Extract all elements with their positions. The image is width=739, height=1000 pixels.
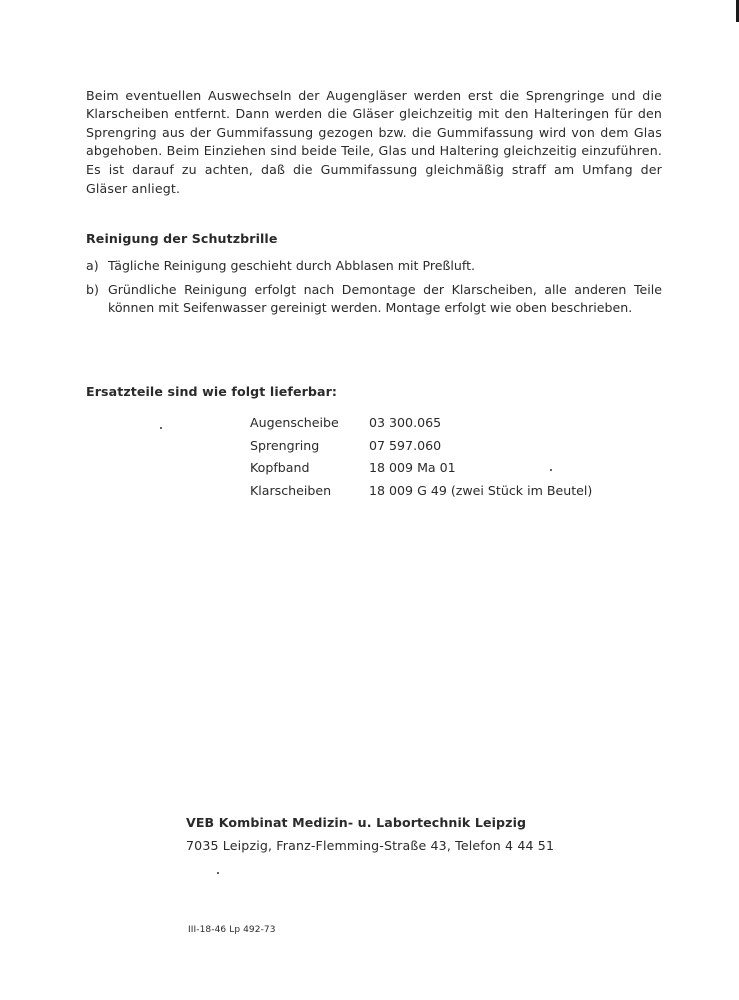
document-number: III-18-46 Lp 492-73 xyxy=(188,925,276,935)
list-item xyxy=(86,281,662,318)
list-marker: a) xyxy=(86,258,99,273)
scan-speck xyxy=(160,427,162,429)
cleaning-list xyxy=(86,257,662,323)
scan-speck xyxy=(217,872,219,874)
list-item-text: Tägliche Reinigung geschieht durch Abblasen mit Preßluft. xyxy=(108,258,476,273)
intro-paragraph: Beim eventuellen Auswechseln der Augengläser werden erst die Sprengringe und die Klarscheiben entfernt. Dann werden die Gläser gleichzeitig mit den Halteringen für den Sprengring aus der Gummifassung gezogen bzw. die Gummifassung wird von dem Glas abgehoben. Beim Einziehen sind beide Teile, Glas und Haltering gleichzeitig einzuführen. Es ist darauf zu achten, daß die Gummifassung gleichmäßig straff am Umfang der Gläser anliegt. xyxy=(86,87,662,196)
part-name: Klarscheiben xyxy=(250,482,332,498)
part-number: 03 300.065 xyxy=(369,415,442,430)
part-name: Augenscheibe xyxy=(250,415,339,430)
part-number: 07 597.060 xyxy=(369,437,442,453)
table-row xyxy=(250,412,592,435)
part-name: Sprengring xyxy=(250,437,320,453)
list-item xyxy=(86,257,662,276)
company-address: 7035 Leipzig, Franz-Flemming-Straße 43, Telefon 4 44 51 xyxy=(186,838,555,853)
part-name: Kopfband xyxy=(250,460,310,475)
part-number: 18 009 Ma 01 xyxy=(369,460,456,475)
part-number: 18 009 G 49 (zwei Stück im Beutel) xyxy=(369,482,593,498)
cleaning-heading: Reinigung der Schutzbrille xyxy=(86,231,278,246)
company-name: VEB Kombinat Medizin- u. Labortechnik Leipzig xyxy=(186,815,527,830)
spare-parts-heading: Ersatzteile sind wie folgt lieferbar: xyxy=(86,384,338,399)
list-marker: b) xyxy=(86,281,99,297)
table-row xyxy=(250,480,592,503)
table-row xyxy=(250,435,592,458)
spare-parts-table xyxy=(250,412,592,502)
scan-speck xyxy=(550,469,552,471)
table-row xyxy=(250,457,592,480)
list-item-text: Gründliche Reinigung erfolgt nach Demontage der Klarscheiben, alle anderen Teile können mit Seifenwasser gereinigt werden. Montage erfolgt wie oben beschrieben. xyxy=(108,281,662,316)
